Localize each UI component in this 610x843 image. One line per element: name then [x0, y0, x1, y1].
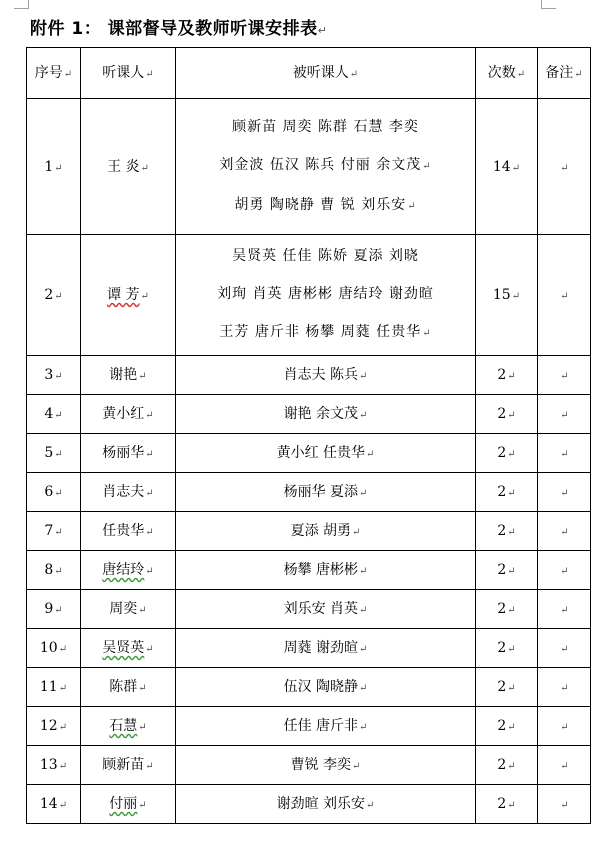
cell-note: ↵ — [538, 668, 591, 707]
header-note: 备注↵ — [538, 48, 591, 99]
cell-note: ↵ — [538, 512, 591, 551]
cell-note: ↵ — [538, 99, 591, 235]
cell-note: ↵ — [538, 629, 591, 668]
cell-listener: 石慧↵ — [81, 707, 176, 746]
cell-count: 2↵ — [476, 434, 538, 473]
table-row — [27, 434, 591, 473]
cell-count: 2↵ — [476, 668, 538, 707]
cell-note: ↵ — [538, 395, 591, 434]
table-row — [27, 590, 591, 629]
header-listener: 听课人↵ — [81, 48, 176, 99]
margin-corner-mark — [14, 0, 29, 9]
table-row — [27, 746, 591, 785]
cell-note: ↵ — [538, 235, 591, 356]
cell-no: 14↵ — [27, 785, 81, 824]
cell-no: 2↵ — [27, 235, 81, 356]
name-line: 刘金波 伍汉 陈兵 付丽 余文茂↵ — [219, 156, 432, 173]
cell-count: 2↵ — [476, 785, 538, 824]
cell-no: 3↵ — [27, 356, 81, 395]
cell-no: 1↵ — [27, 99, 81, 235]
cell-listened — [176, 99, 476, 235]
cell-no: 4↵ — [27, 395, 81, 434]
cell-listened: 周蕤 谢劲暄↵ — [176, 629, 476, 668]
cell-listened: 黄小红 任贵华↵ — [176, 434, 476, 473]
cell-listener: 任贵华↵ — [81, 512, 176, 551]
cell-no: 7↵ — [27, 512, 81, 551]
cell-count: 2↵ — [476, 356, 538, 395]
cell-listener: 唐结玲↵ — [81, 551, 176, 590]
cell-listener: 黄小红↵ — [81, 395, 176, 434]
cell-no: 9↵ — [27, 590, 81, 629]
cell-count: 14↵ — [476, 99, 538, 235]
cell-note: ↵ — [538, 356, 591, 395]
cell-no: 6↵ — [27, 473, 81, 512]
header-listened: 被听课人↵ — [176, 48, 476, 99]
cell-listened: 肖志夫 陈兵↵ — [176, 356, 476, 395]
cell-listened: 伍汉 陶晓静↵ — [176, 668, 476, 707]
cell-listener: 周奕↵ — [81, 590, 176, 629]
table-row — [27, 512, 591, 551]
cell-count: 2↵ — [476, 512, 538, 551]
table-row — [27, 707, 591, 746]
cell-count: 2↵ — [476, 395, 538, 434]
cell-no: 5↵ — [27, 434, 81, 473]
cell-listener: 付丽↵ — [81, 785, 176, 824]
cell-listener: 吴贤英↵ — [81, 629, 176, 668]
name-line: 王芳 唐斤非 杨攀 周蕤 任贵华↵ — [219, 324, 432, 340]
table-row — [27, 551, 591, 590]
name-line: 吴贤英 任佳 陈娇 夏添 刘晓 — [232, 248, 419, 264]
cell-no: 13↵ — [27, 746, 81, 785]
cell-listener: 顾新苗↵ — [81, 746, 176, 785]
name-line: 顾新苗 周奕 陈群 石慧 李奕 — [232, 118, 419, 135]
margin-corner-mark — [541, 0, 556, 9]
cell-listener: 陈群↵ — [81, 668, 176, 707]
cell-count: 2↵ — [476, 551, 538, 590]
cell-listened: 谢劲暄 刘乐安↵ — [176, 785, 476, 824]
document-title: 附件 1： 课部督导及教师听课安排表↵ — [30, 19, 328, 39]
cell-count: 2↵ — [476, 629, 538, 668]
cell-listener: 杨丽华↵ — [81, 434, 176, 473]
cell-note: ↵ — [538, 746, 591, 785]
header-count: 次数↵ — [476, 48, 538, 99]
cell-no: 8↵ — [27, 551, 81, 590]
cell-count: 2↵ — [476, 746, 538, 785]
table-row — [27, 473, 591, 512]
cell-listened: 刘乐安 肖英↵ — [176, 590, 476, 629]
table-row — [27, 395, 591, 434]
cell-count: 15↵ — [476, 235, 538, 356]
cell-no: 11↵ — [27, 668, 81, 707]
cell-listener: 肖志夫↵ — [81, 473, 176, 512]
cell-listened — [176, 235, 476, 356]
cell-listened: 曹锐 李奕↵ — [176, 746, 476, 785]
cell-listener: 谭 芳↵ — [81, 235, 176, 356]
name-line: 胡勇 陶晓静 曹 锐 刘乐安↵ — [234, 196, 417, 213]
header-no: 序号↵ — [27, 48, 81, 99]
cell-count: 2↵ — [476, 707, 538, 746]
cell-listened: 谢艳 余文茂↵ — [176, 395, 476, 434]
table-row — [27, 356, 591, 395]
cell-count: 2↵ — [476, 590, 538, 629]
cell-listened: 杨丽华 夏添↵ — [176, 473, 476, 512]
table-row — [27, 629, 591, 668]
table-row — [27, 99, 591, 235]
cell-no: 12↵ — [27, 707, 81, 746]
header-row — [27, 48, 591, 99]
table-row — [27, 785, 591, 824]
cell-note: ↵ — [538, 434, 591, 473]
name-line: 刘珣 肖英 唐彬彬 唐结玲 谢劲暄 — [217, 286, 434, 302]
cell-note: ↵ — [538, 551, 591, 590]
cell-listened: 夏添 胡勇↵ — [176, 512, 476, 551]
table-row — [27, 235, 591, 356]
cell-note: ↵ — [538, 707, 591, 746]
cell-count: 2↵ — [476, 473, 538, 512]
cell-listened: 杨攀 唐彬彬↵ — [176, 551, 476, 590]
table-row — [27, 668, 591, 707]
cell-note: ↵ — [538, 590, 591, 629]
cell-no: 10↵ — [27, 629, 81, 668]
cell-listened: 任佳 唐斤非↵ — [176, 707, 476, 746]
cell-listener: 谢艳↵ — [81, 356, 176, 395]
cell-note: ↵ — [538, 473, 591, 512]
schedule-table — [26, 47, 591, 824]
cell-listener: 王 炎↵ — [81, 99, 176, 235]
cell-note: ↵ — [538, 785, 591, 824]
